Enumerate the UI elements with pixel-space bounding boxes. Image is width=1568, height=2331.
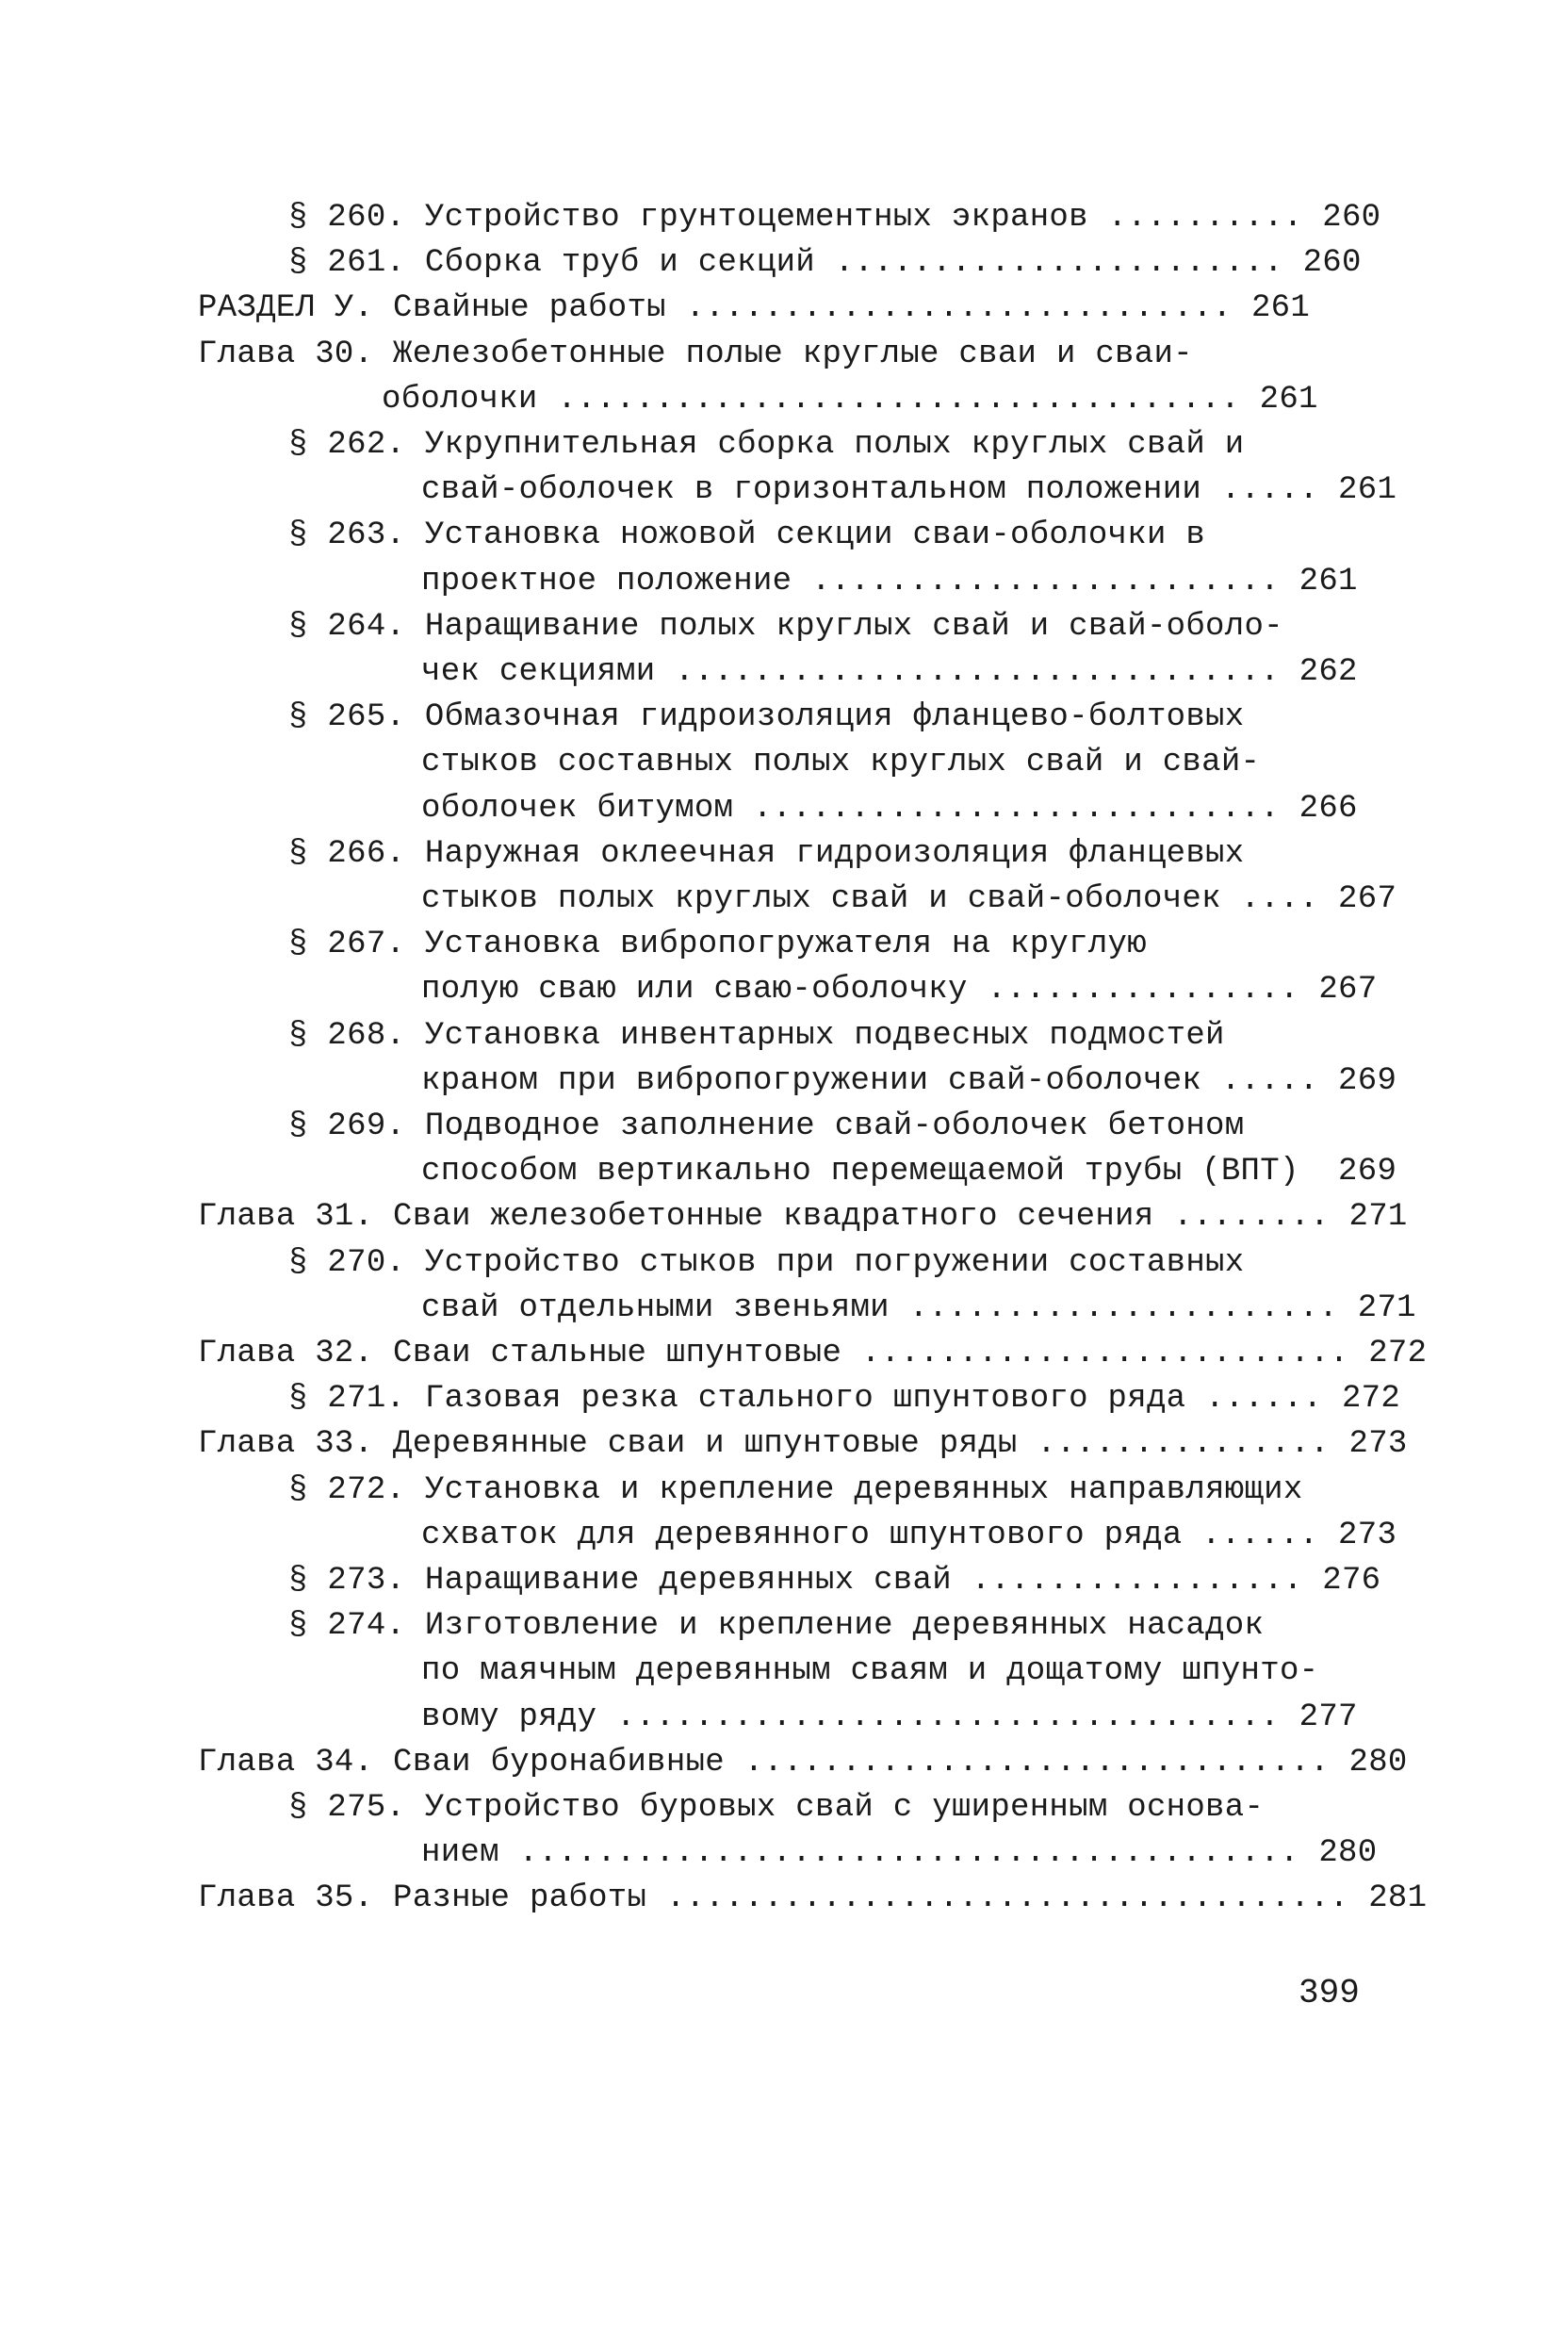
- toc-line: § 266. Наружная оклеечная гидроизоляция фланцевых: [288, 835, 1245, 872]
- toc-line: полую сваю или сваю-оболочку ................ 267: [421, 972, 1378, 1009]
- toc-line: РАЗДЕЛ У. Свайные работы ............................ 261: [198, 290, 1311, 327]
- toc-line: нием ........................................ 280: [421, 1835, 1378, 1872]
- toc-line: Глава 31. Сваи железобетонные квадратного сечения ........ 271: [198, 1199, 1408, 1236]
- toc-line: § 269. Подводное заполнение свай-оболочек бетоном: [288, 1108, 1245, 1144]
- toc-line: § 267. Установка вибропогружателя на круглую: [288, 927, 1147, 963]
- toc-line: § 273. Наращивание деревянных свай ................. 276: [288, 1563, 1381, 1599]
- toc-line: оболочек битумом ........................... 266: [421, 790, 1358, 827]
- toc-line: § 260. Устройство грунтоцементных экранов .......... 260: [288, 200, 1381, 236]
- toc-line: свай-оболочек в горизонтальном положении ..... 261: [421, 472, 1397, 509]
- toc-line: § 261. Сборка труб и секций ....................... 260: [288, 245, 1362, 282]
- toc-line: чек секциями ............................... 262: [421, 654, 1358, 690]
- toc-line: § 270. Устройство стыков при погружении составных: [288, 1244, 1245, 1281]
- toc-line: краном при вибропогружении свай-оболочек ..... 269: [421, 1062, 1397, 1099]
- toc-line: вому ряду .................................. 277: [421, 1699, 1358, 1735]
- toc-line: Глава 30. Железобетонные полые круглые сваи и сваи-: [198, 336, 1193, 372]
- toc-line: § 272. Установка и крепление деревянных направляющих: [288, 1471, 1303, 1508]
- toc-line: Глава 34. Сваи буронабивные .............................. 280: [198, 1744, 1408, 1781]
- toc-line: § 271. Газовая резка стального шпунтового ряда ...... 272: [288, 1381, 1401, 1418]
- toc-line: § 264. Наращивание полых круглых свай и свай-оболо-: [288, 608, 1283, 645]
- toc-line: Глава 33. Деревянные сваи и шпунтовые ряды ............... 273: [198, 1426, 1408, 1463]
- toc-line: по маячным деревянным сваям и дощатому шпунто-: [421, 1653, 1319, 1690]
- toc-line: Глава 35. Разные работы ................................... 281: [198, 1880, 1428, 1917]
- toc-line: схваток для деревянного шпунтового ряда ...... 273: [421, 1517, 1397, 1553]
- toc-line: способом вертикально перемещаемой трубы (ВПТ) 269: [421, 1154, 1397, 1190]
- toc-line: § 262. Укрупнительная сборка полых круглых свай и: [288, 427, 1245, 463]
- toc-line: § 268. Установка инвентарных подвесных подмостей: [288, 1017, 1225, 1054]
- toc-line: § 275. Устройство буровых свай с уширенным основа-: [288, 1790, 1265, 1826]
- toc-line: § 274. Изготовление и крепление деревянных насадок: [288, 1608, 1265, 1645]
- page-number: 399: [1298, 1974, 1360, 2012]
- toc-line: стыков полых круглых свай и свай-оболочек .... 267: [421, 881, 1397, 917]
- toc-line: § 265. Обмазочная гидроизоляция фланцево-болтовых: [288, 699, 1245, 736]
- toc-line: стыков составных полых круглых свай и свай-: [421, 745, 1261, 781]
- toc-line: проектное положение ........................ 261: [421, 563, 1358, 599]
- toc-line: § 263. Установка ножовой секции сваи-оболочки в: [288, 517, 1206, 554]
- toc-line: оболочки ................................... 261: [382, 381, 1318, 418]
- toc-line: Глава 32. Сваи стальные шпунтовые ......................... 272: [198, 1336, 1428, 1371]
- toc-line: свай отдельными звеньями ...................... 271: [421, 1289, 1416, 1326]
